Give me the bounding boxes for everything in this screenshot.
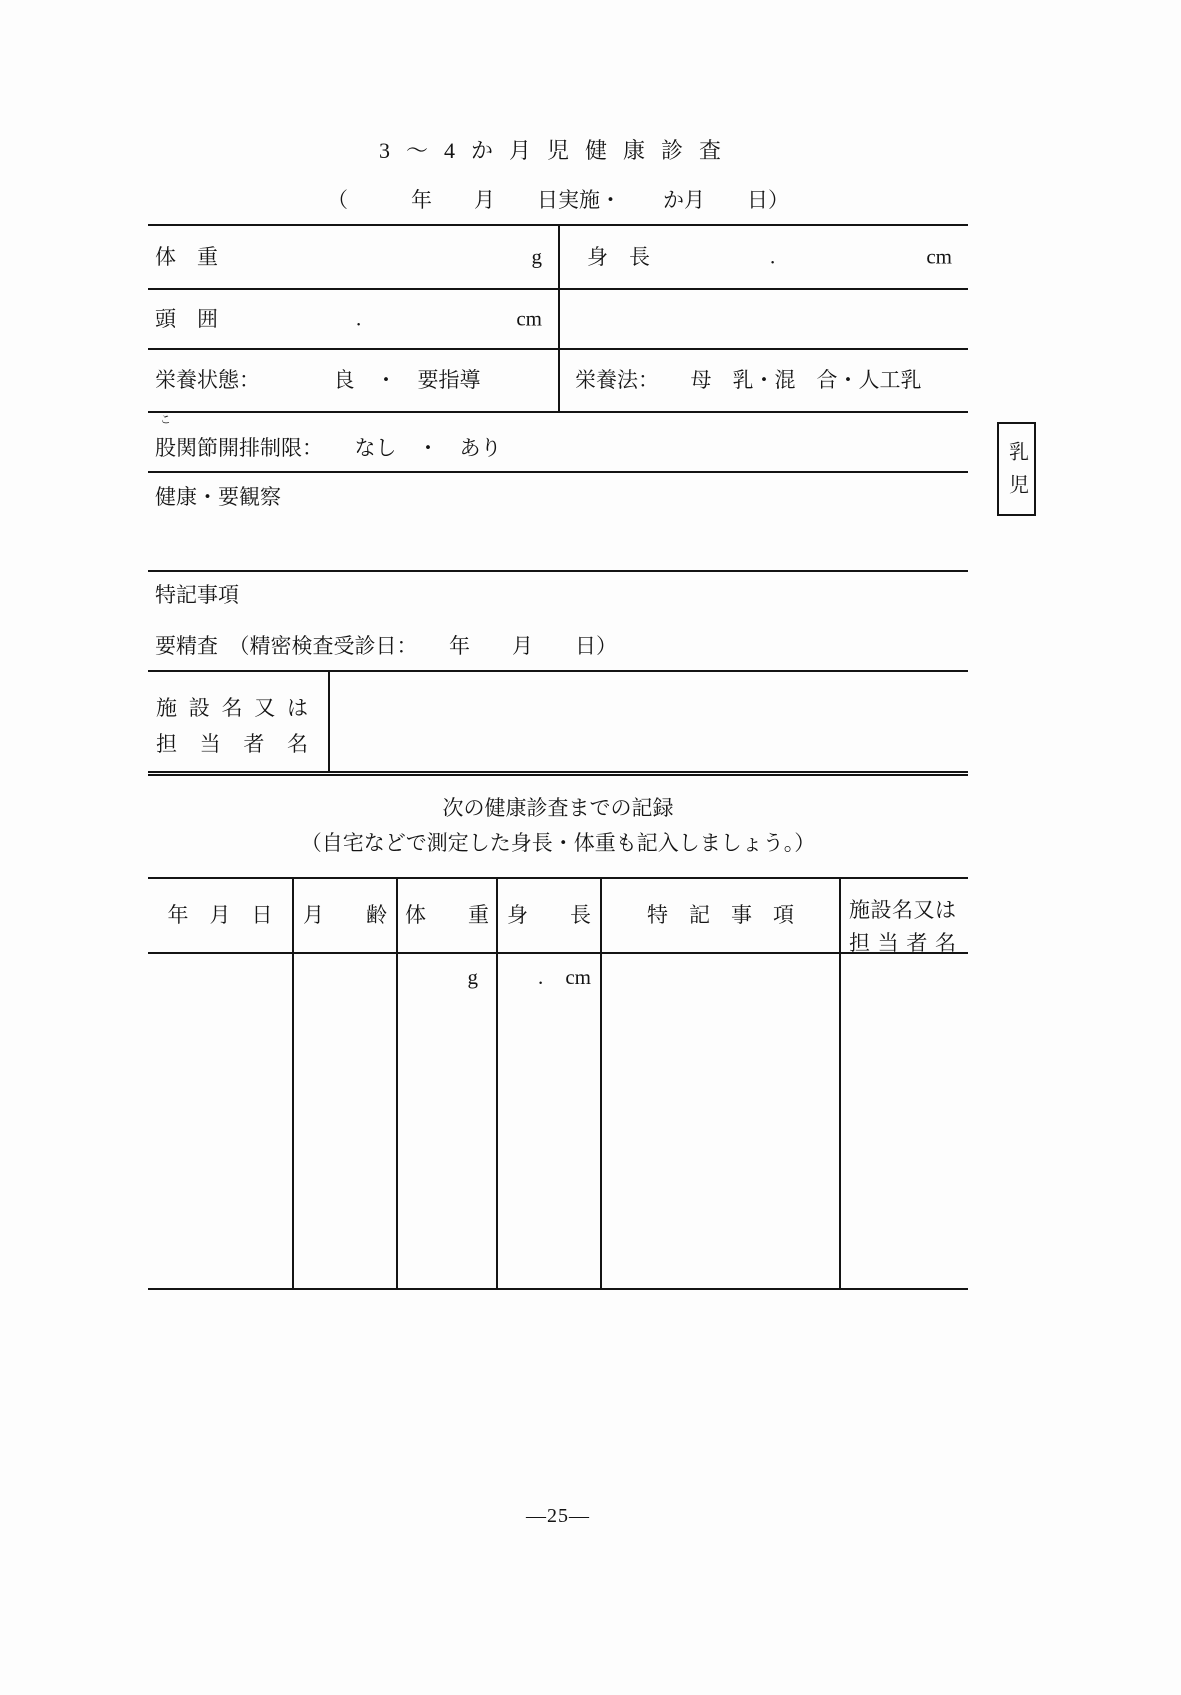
recheck-text: 要精査 （精密検査受診日： 年 月 日） [155,634,617,658]
row-facility [148,670,968,771]
cell-nutrition-state [148,350,560,411]
body-cell-age-months [294,954,398,1288]
hip-furigana: こ [160,414,171,426]
column-header-special-notes: 特 記 事 項 [602,879,841,952]
cell-height [560,226,968,288]
hip-joint-text: 股関節開排制限： なし ・ あり [155,436,502,460]
head-unit: cm [516,306,542,331]
page-number: —25— [526,1505,590,1527]
cell-weight [148,226,560,288]
head-circumference-label: 頭 囲 [155,306,218,331]
page-title: 3〜4か月児健康診査 [378,138,737,163]
row-weight-height [148,226,968,288]
cell-hip-joint [148,413,968,471]
weight-unit: g [531,244,542,269]
body-cell-weight [398,954,498,1288]
column-header-weight: 体 重 [398,879,498,952]
row-health-observation [148,471,968,570]
body-cell-facility [841,954,968,1288]
column-header-height: 身 長 [498,879,602,952]
height-decimal-point: . [770,244,776,269]
cell-head-circumference [148,290,560,348]
head-decimal-point: . [356,306,362,331]
record-section-heading: 次の健康診査までの記録 [442,796,674,820]
nutrition-method-text: 栄養法： 母 乳・混 合・人工乳 [575,368,922,392]
facility-label-line2: 担当者名 [156,732,308,756]
column-header-facility-line2: 担当者名 [849,931,956,955]
body-height-decimal-point: . [538,965,544,989]
health-observation-label: 健康・要観察 [155,485,281,509]
nutrition-state-text: 栄養状態： 良 ・ 要指導 [155,368,481,392]
record-section-subheading: （自宅などで測定した身長・体重も記入しましょう。） [300,831,816,855]
row-special-notes [148,570,968,670]
infant-side-tab [997,422,1036,516]
page-subtitle: （ 年 月 日実施・ か月 日） [327,188,789,212]
height-unit: cm [926,244,952,269]
height-label: 身 長 [587,244,650,269]
column-header-date: 年 月 日 [148,879,294,952]
weight-label: 体 重 [155,244,218,269]
cell-facility-entry [330,672,968,771]
row-hip-joint [148,411,968,471]
body-weight-unit: g [467,965,478,989]
body-cell-date [148,954,294,1288]
exam-table [148,224,968,776]
body-cell-height [498,954,602,1288]
record-table-header [148,879,968,954]
body-height-unit: cm [565,965,591,989]
row-head-circumference [148,288,968,348]
special-notes-label: 特記事項 [155,583,239,607]
column-header-facility [841,879,968,955]
cell-nutrition-method [560,350,968,411]
record-table [148,877,968,1290]
record-table-body [148,954,968,1288]
column-header-facility-line1: 施設名又は [849,898,956,922]
cell-special-notes [148,572,968,670]
cell-empty [560,290,968,348]
body-cell-special-notes [602,954,841,1288]
column-header-age-months: 月 齢 [294,879,398,952]
cell-facility-label [148,672,330,771]
row-nutrition [148,348,968,411]
cell-health-observation [148,473,968,570]
facility-label-line1: 施設名又は [156,696,308,720]
infant-side-tab-label: 乳児 [1005,441,1028,507]
